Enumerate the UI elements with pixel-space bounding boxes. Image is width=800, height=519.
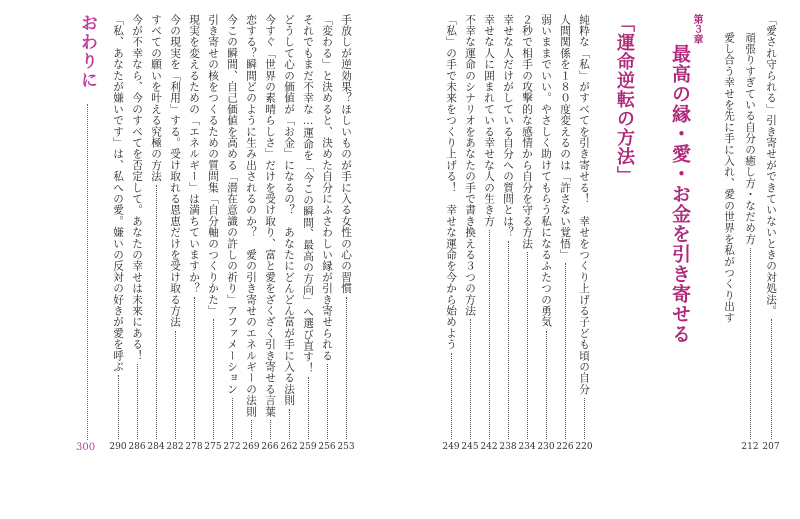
dotted-leader — [565, 263, 566, 439]
toc-entry[interactable] — [463, 14, 477, 452]
toc-entry-page: 262 — [280, 442, 298, 452]
toc-entry[interactable] — [577, 14, 591, 452]
dotted-leader — [584, 398, 585, 439]
toc-entry[interactable] — [339, 14, 353, 452]
toc-entry[interactable] — [282, 14, 296, 452]
toc-entry-page: 207 — [762, 442, 780, 452]
toc-entry[interactable] — [558, 14, 572, 452]
toc-entry-page: 256 — [318, 442, 336, 452]
toc-entry-title: 頑張りすぎている自分の癒し方・なだめ方 — [744, 32, 756, 245]
chapter-label: 第３章 — [691, 14, 702, 44]
toc-entry[interactable] — [722, 32, 736, 452]
dotted-leader — [308, 377, 309, 439]
toc-entry-title: 今の現実を「利用」する。受け取れる恩恵だけを受け取る方法 — [169, 14, 181, 328]
toc-entry[interactable] — [482, 14, 496, 452]
toc-entry-title: 「私、あなたが嫌いです」は、私への愛。嫌いの反対の好きが愛を呼ぶ — [112, 14, 124, 373]
toc-entry-title: 恋する？瞬間どのように生み出されるのか？ 愛の引き寄せのエネルギーの法則 — [245, 14, 257, 418]
toc-entry[interactable] — [520, 14, 534, 452]
afterword-entry[interactable] — [77, 14, 97, 90]
toc-entry[interactable] — [501, 14, 515, 452]
toc-entry-page: 242 — [480, 442, 498, 452]
toc-entry-page: 220 — [575, 442, 593, 452]
toc-entry-title: どうして心の価値が「お金」になるの？ あなたにどんどん富が手に入る法則 — [283, 14, 295, 406]
dotted-leader — [346, 297, 347, 439]
dotted-leader — [156, 185, 157, 439]
toc-entry-title: 愛し合う幸せを先に手に入れ、愛の世界を私がつくり出す — [723, 32, 735, 324]
toc-entry[interactable] — [111, 14, 125, 452]
toc-entry-title: 「私」の手で未来をつくり上げる！ 幸せな運命を今から始めよう — [445, 14, 457, 350]
afterword-page: 300 — [76, 442, 96, 453]
toc-entry-page: 253 — [337, 442, 355, 452]
dotted-leader — [750, 248, 751, 439]
toc-entry[interactable] — [149, 14, 163, 452]
dotted-leader — [175, 331, 176, 439]
chapter-heading — [690, 14, 702, 44]
toc-entry-title: 手放しが逆効果？ほしいものが手に入る女性の心の習慣 — [340, 14, 352, 294]
dotted-leader — [451, 353, 452, 439]
toc-entry-page: 290 — [109, 442, 127, 452]
toc-entry[interactable] — [130, 14, 144, 452]
toc-entry-title: 不幸な運命のシナリオをあなたの手で書き換える３つの方法 — [464, 14, 476, 317]
toc-entry[interactable] — [320, 14, 334, 452]
toc-entry-title: 今すぐ「世界の素晴らしさ」だけを受け取り、富と愛をざくざく引き寄せる言葉 — [264, 14, 276, 418]
dotted-leader — [289, 409, 290, 439]
toc-entry[interactable] — [168, 14, 182, 452]
toc-entry-page: 238 — [499, 442, 517, 452]
toc-entry-page: 212 — [741, 442, 759, 452]
afterword-title: おわりに — [77, 14, 97, 90]
toc-entry-title: 「変わる」と決めると、決めた自分にふさわしい縁が引き寄せられる — [321, 14, 333, 362]
toc-entry-page: 269 — [242, 442, 260, 452]
toc-entry[interactable] — [225, 14, 239, 452]
toc-entry[interactable] — [743, 32, 757, 452]
toc-entry-title: すべての願いを叶える究極の方法 — [150, 14, 162, 182]
toc-entry-title: 人間関係を１８０度変えるのは「許さない覚悟」 — [559, 14, 571, 261]
toc-entry-page: 259 — [299, 442, 317, 452]
toc-entry-title: 幸せな人だけがしている自分への質問とは？ — [502, 14, 514, 238]
afterword-leader — [87, 104, 88, 440]
toc-entry-page: 226 — [556, 442, 574, 452]
toc-entry-title: 現実を変えるための「エネルギー」は満ちていますか？ — [188, 14, 200, 294]
toc-entry-page: 286 — [128, 442, 146, 452]
toc-entry-title: 弱いままでいい。やさしく助けてもらう私になるふたつの勇気 — [540, 14, 552, 328]
toc-entry[interactable] — [206, 14, 220, 452]
toc-entry[interactable] — [539, 14, 553, 452]
toc-entry-title: 「愛され守られる」引き寄せができていないときの対処法。 — [765, 14, 777, 317]
toc-entry[interactable] — [301, 14, 315, 452]
toc-entry[interactable] — [444, 14, 458, 452]
toc-entry-title: ２秒で相手の攻撃的な感情から自分を守る方法 — [521, 14, 533, 250]
dotted-leader — [270, 420, 271, 439]
dotted-leader — [470, 319, 471, 439]
toc-entry-page: 245 — [461, 442, 479, 452]
toc-entry-page: 234 — [518, 442, 536, 452]
toc-entry-page: 230 — [537, 442, 555, 452]
dotted-leader — [118, 375, 119, 439]
dotted-leader — [251, 420, 252, 439]
toc-entry-page: 284 — [147, 442, 165, 452]
toc-entry[interactable] — [764, 14, 778, 452]
dotted-leader — [194, 297, 195, 439]
toc-entry-page: 282 — [166, 442, 184, 452]
dotted-leader — [508, 241, 509, 439]
toc-entry-title: 純粋な「私」がすべてを引き寄せる！ 幸せをつくり上げる子ども頃の自分 — [578, 14, 590, 395]
toc-entry-page: 275 — [204, 442, 222, 452]
toc-entry-title: 今この瞬間、自己価値を高める「潜在意識の許しの祈り」アファメーション — [226, 14, 238, 395]
toc-entry[interactable] — [263, 14, 277, 452]
dotted-leader — [771, 319, 772, 439]
dotted-leader — [489, 230, 490, 439]
dotted-leader — [327, 364, 328, 439]
toc-entry-page: 278 — [185, 442, 203, 452]
toc-entry-title: それでもまだ不幸な…運命を「今この瞬間、最高の方向」へ選び直す！ — [302, 14, 314, 374]
toc-entry-page: 249 — [442, 442, 460, 452]
chapter-subtitle: 「運命逆転の方法」 — [614, 14, 635, 185]
toc-entry-page: 266 — [261, 442, 279, 452]
dotted-leader — [527, 252, 528, 439]
toc-entry-title: 幸せな人に囲まれている幸せな人の生き方 — [483, 14, 495, 227]
chapter-title: 最高の縁・愛・お金を引き寄せる — [669, 44, 691, 344]
dotted-leader — [137, 364, 138, 439]
toc-entry-title: 今が不幸なら、今のすべてを否定して。あなたの幸せは未来にある！ — [131, 14, 143, 362]
toc-entry[interactable] — [187, 14, 201, 452]
toc-entry-title: 引き寄せの核をつくるための質問集「自分軸のつくりかた」 — [207, 14, 219, 317]
dotted-leader — [213, 319, 214, 439]
dotted-leader — [546, 331, 547, 439]
toc-entry-page: 272 — [223, 442, 241, 452]
dotted-leader — [232, 398, 233, 439]
toc-entry[interactable] — [244, 14, 258, 452]
